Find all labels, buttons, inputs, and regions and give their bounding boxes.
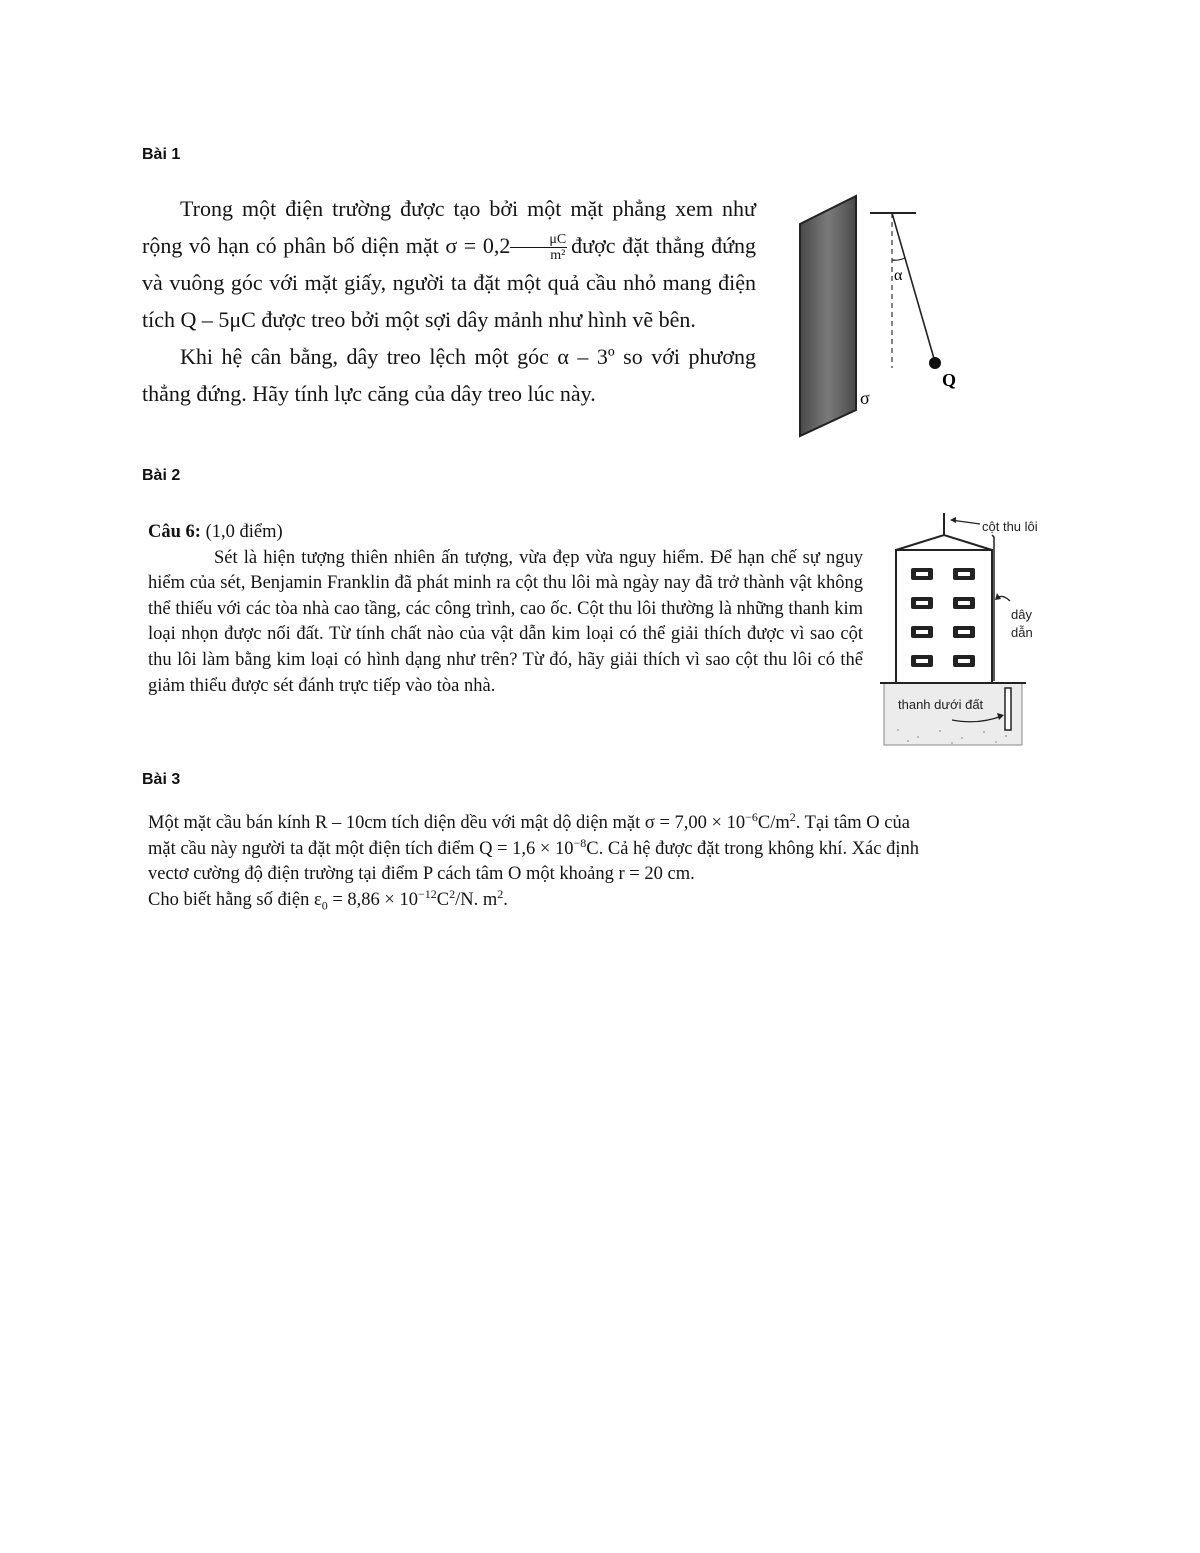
bai3-line1-square: 2 bbox=[789, 809, 796, 824]
bai3-line2-b: C. Cả hệ được đặt trong không khí. Xác định bbox=[586, 838, 919, 859]
wire-label-line1: dây bbox=[1011, 607, 1032, 622]
bai1-text bbox=[142, 190, 756, 412]
cau-points: (1,0 điểm) bbox=[205, 522, 283, 542]
bai3-line1-c: . Tại tâm O của bbox=[795, 813, 910, 833]
bai3-line4-d: /N. m bbox=[455, 889, 498, 910]
bai3-line4-square1: 2 bbox=[449, 886, 456, 901]
ground-bar bbox=[1005, 688, 1011, 730]
bai1-heading: Bài 1 bbox=[142, 146, 181, 163]
sigma-label: σ bbox=[860, 388, 870, 408]
bai3-line-2 bbox=[148, 837, 1053, 863]
bai3-line1-exponent: −6 bbox=[745, 809, 758, 824]
string-line bbox=[892, 213, 935, 362]
bai2-text bbox=[148, 520, 863, 699]
bai3-line2-a: mặt cầu này người ta đặt một điện tích điểm Q = 1,6 × 10 bbox=[148, 838, 574, 859]
charged-plate bbox=[800, 196, 856, 436]
building-body bbox=[896, 550, 992, 683]
rod-label: cột thu lôi bbox=[982, 519, 1038, 534]
bai1-paragraph-1 bbox=[142, 190, 756, 338]
bai2-body: Sét là hiện tượng thiên nhiên ấn tượng, vừa đẹp vừa nguy hiểm. Để hạn chế sự nguy hiểm của sét, Benjamin Franklin đã phát minh ra cột thu lôi mà ngày nay đã trở thành vật không thể thiếu với các tòa nhà cao tầng, các công trình, cao ốc. Cột thu lôi thường là những thanh kim loại nhọn được nối đất. Từ tính chất nào của vật dẫn kim loại có thể giải thích được vì sao cột thu lôi làm bằng kim loại có hình dạng như trên? Từ đó, hãy giải thích vì sao cột thu lôi có thể giảm thiểu được sét đánh trực tiếp vào tòa nhà. bbox=[148, 547, 863, 696]
fraction-denominator: m² bbox=[550, 248, 566, 264]
lightning-rod-figure bbox=[878, 505, 1068, 750]
angle-arc bbox=[892, 258, 905, 260]
bai3-line4-square2: 2 bbox=[497, 886, 504, 901]
bai3-line4-c: C bbox=[436, 889, 450, 910]
bai2-heading: Bài 2 bbox=[142, 467, 181, 484]
bai3-heading: Bài 3 bbox=[142, 771, 181, 788]
bai3-line4-b: = 8,86 × 10 bbox=[327, 889, 418, 910]
pendulum-figure bbox=[790, 188, 980, 443]
bai3-text bbox=[148, 811, 1053, 913]
bai3-line-4 bbox=[148, 888, 1053, 914]
epsilon-subscript: 0 bbox=[321, 898, 328, 913]
cau-label: Câu 6: bbox=[148, 522, 201, 542]
bai3-line4-e: . bbox=[503, 889, 508, 910]
bai1-paragraph-2: Khi hệ cân bằng, dây treo lệch một góc α – 3º so với phương thẳng đứng. Hãy tính lực căng của dây treo lúc này. bbox=[142, 344, 756, 406]
bai3-line-3: vectơ cường độ điện trường tại điểm P cách tâm O một khoảng r = 20 cm. bbox=[148, 864, 695, 885]
unit-fraction bbox=[510, 232, 567, 263]
charge-q-label: Q bbox=[942, 370, 957, 390]
bai3-line4-a: Cho biết hằng số điện ε bbox=[148, 889, 322, 910]
alpha-label: α bbox=[894, 267, 903, 284]
charged-ball bbox=[929, 357, 941, 369]
bai3-line2-exponent: −8 bbox=[573, 835, 587, 850]
bai3-line-1 bbox=[148, 811, 1053, 837]
bai1-p1-part-a: Trong một điện trường được tạo bởi một mặt phẳng xem như rộng vô hạn có phân bố diện mặt σ = 0,2 bbox=[142, 196, 756, 258]
wire-label-line2: dẫn bbox=[1011, 625, 1033, 640]
ground-block bbox=[884, 683, 1022, 745]
ground-label: thanh dưới đất bbox=[898, 697, 984, 712]
bai3-line1-a: Một mặt cầu bán kính R – 10cm tích diện dều với mật dộ diện mặt σ = 7,00 × 10 bbox=[148, 813, 746, 833]
bai3-line1-b: C/m bbox=[757, 813, 790, 833]
building-roof bbox=[896, 535, 992, 550]
bai2-question-line bbox=[148, 520, 863, 546]
bai3-line4-exponent: −12 bbox=[418, 886, 437, 901]
fraction-numerator: μC bbox=[510, 232, 567, 248]
bai1-p1-part-b: được đặt thẳng đứng và vuông góc với mặt giấy, người ta đặt một quả cầu nhỏ mang điện tích Q – 5μC được treo bởi một sợi dây mảnh như hình vẽ bên. bbox=[142, 233, 756, 332]
rod-pointer-arrow bbox=[950, 517, 956, 523]
